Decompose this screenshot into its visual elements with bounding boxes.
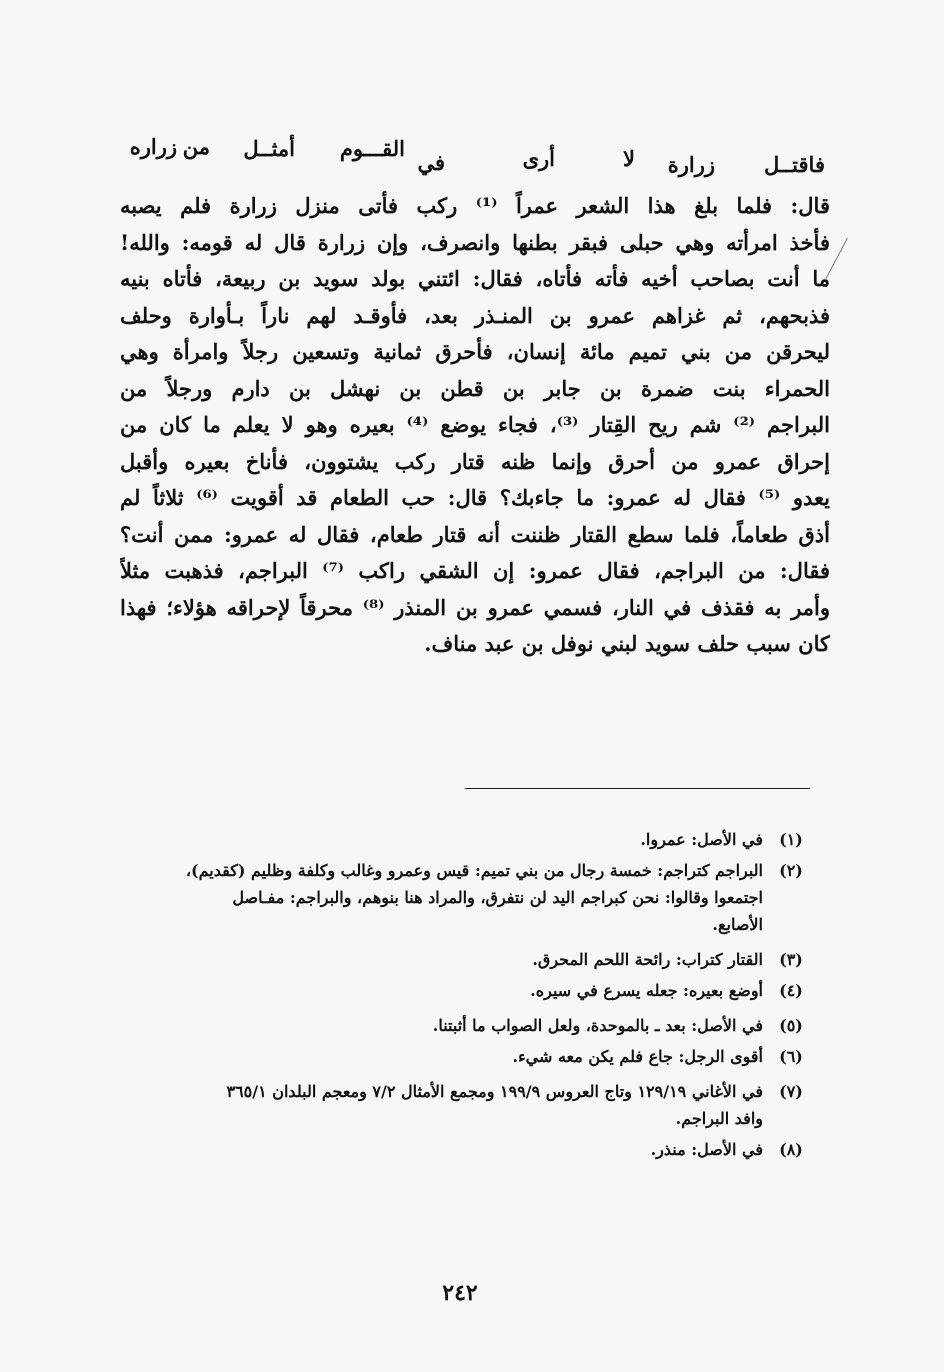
text-line: فقال: من البراجم، فقال عمرو: إن الشقي راكب ⁽⁷⁾ البراجم، فذهبت مثلاً (120, 558, 830, 583)
footnote-text: اجتمعوا وقالوا: نحن كبراجم اليد لن نتفرق، والمراد هنا بنوهم، والبراجم: مفـاصل (232, 888, 763, 907)
text-line: الحمراء بنت ضمرة بن جابر بن قطن بن نهشل بن دارم ورجلاً من (120, 375, 830, 401)
footnote-number: (٨) (779, 1140, 803, 1159)
main-text (120, 188, 830, 663)
verse-word: أمثــل (243, 136, 295, 161)
footnote-text: في الأغاني ١٢٩/١٩ وتاج العروس ١٩٩/٩ ومجمع الأمثال ٧/٢ ومعجم البلدان ٣٦٥/١ (226, 1082, 763, 1101)
verse-word: زرارة (667, 152, 715, 177)
footnote-number: (١) (779, 830, 803, 849)
footnote-text: في الأصل: بعد ـ بالموحدة، ولعل الصواب ما أثبتنا. (432, 1016, 763, 1035)
footnote-text: أوضع بعيره: جعله يسرع في سيره. (530, 981, 763, 1000)
footnote-separator (465, 788, 810, 789)
text-line: ليحرقن من بني تميم مائة إنسان، فأحرق ثمانية وتسعين رجلاً وامرأة وهي (120, 339, 830, 364)
text-line: وأمر به فقذف في النار، فسمي عمرو بن المنذر ⁽⁸⁾ محرقاً لإحراقه هؤلاء؛ فهذا (120, 594, 830, 620)
footnote (105, 857, 815, 938)
footnote-text: في الأصل: عمروا. (640, 830, 763, 849)
footnote-text: وافد البراجم. (675, 1109, 763, 1128)
footnote (105, 1078, 815, 1132)
text-line: قال: فلما بلغ هذا الشعر عمراً ⁽¹⁾ ركب فأتى منزل زرارة فلم يصبه (120, 193, 830, 218)
footnote-text: الأصابع. (712, 915, 763, 934)
footnote-number: (٥) (779, 1016, 803, 1035)
text-line: فأخذ امرأته وهي حبلى فبقر بطنها وانصرف، وإن زرارة قال له قومه: والله! (120, 229, 830, 255)
footnote (105, 826, 815, 853)
page-number: ٢٤٢ (442, 1280, 478, 1306)
text-line: ما أنت بصاحب أخيه فأته فأتاه، فقال: ائتني بولد سويد بن ربيعة، فأتاه بنيه (120, 266, 830, 291)
footnotes (105, 826, 815, 1167)
footnote-number: (٦) (779, 1047, 803, 1066)
verse-word: فاقتــل (763, 152, 825, 177)
footnote-number: (٧) (779, 1082, 803, 1101)
text-line: إحراق عمرو من أحرق وإنما ظنه قتار ركب يشتوون، فأناخ بعيره وأقبل (120, 448, 830, 474)
text-line: فذبحهم، ثم غزاهم عمرو بن المنـذر بعد، فأوقـد لهم ناراً بـأوارة وحلف (120, 302, 830, 328)
verse-word: زراره (129, 134, 177, 159)
footnote-number: (٢) (779, 861, 803, 880)
footnote (105, 1043, 815, 1070)
footnote (105, 977, 815, 1004)
footnote-text: البراجم كتراجم: خمسة رجال من بني تميم: قيس وعمرو وغالب وكلفة وظليم (كقديم)، (185, 861, 763, 880)
footnote (105, 1136, 815, 1163)
text-line: يعدو ⁽⁵⁾ فقال له عمرو: ما جاءبك؟ قال: حب الطعام قد أقويت ⁽⁶⁾ ثلاثاً لم (120, 485, 830, 510)
footnote-text: القتار كتراب: رائحة اللحم المحرق. (532, 950, 763, 969)
footnote-number: (٣) (779, 950, 803, 969)
verse-word: في (417, 150, 445, 175)
poem-verse (129, 126, 825, 186)
footnote-number: (٤) (779, 981, 803, 1000)
text-line: أذق طعاماً، فلما سطع القتار ظننت أنه قتار طعام، فقال له عمرو: ممن أنت؟ (120, 521, 830, 547)
verse-word: لا (623, 146, 635, 171)
text-line: كان سبب حلف سويد لبني نوفل بن عبد مناف. (424, 631, 830, 656)
footnote-text: في الأصل: منذر. (650, 1140, 763, 1159)
verse-word: القـــوم (339, 136, 405, 161)
footnote (105, 946, 815, 973)
footnote (105, 1012, 815, 1039)
verse-word: من (182, 134, 210, 159)
text-line: البراجم ⁽²⁾ شم ريح القِتار ⁽³⁾، فجاء يوضع ⁽⁴⁾ بعيره وهو لا يعلم ما كان من (120, 412, 830, 437)
verse-word: أرى (522, 146, 555, 171)
footnote-text: أقوى الرجل: جاع فلم يكن معه شيء. (512, 1047, 763, 1066)
